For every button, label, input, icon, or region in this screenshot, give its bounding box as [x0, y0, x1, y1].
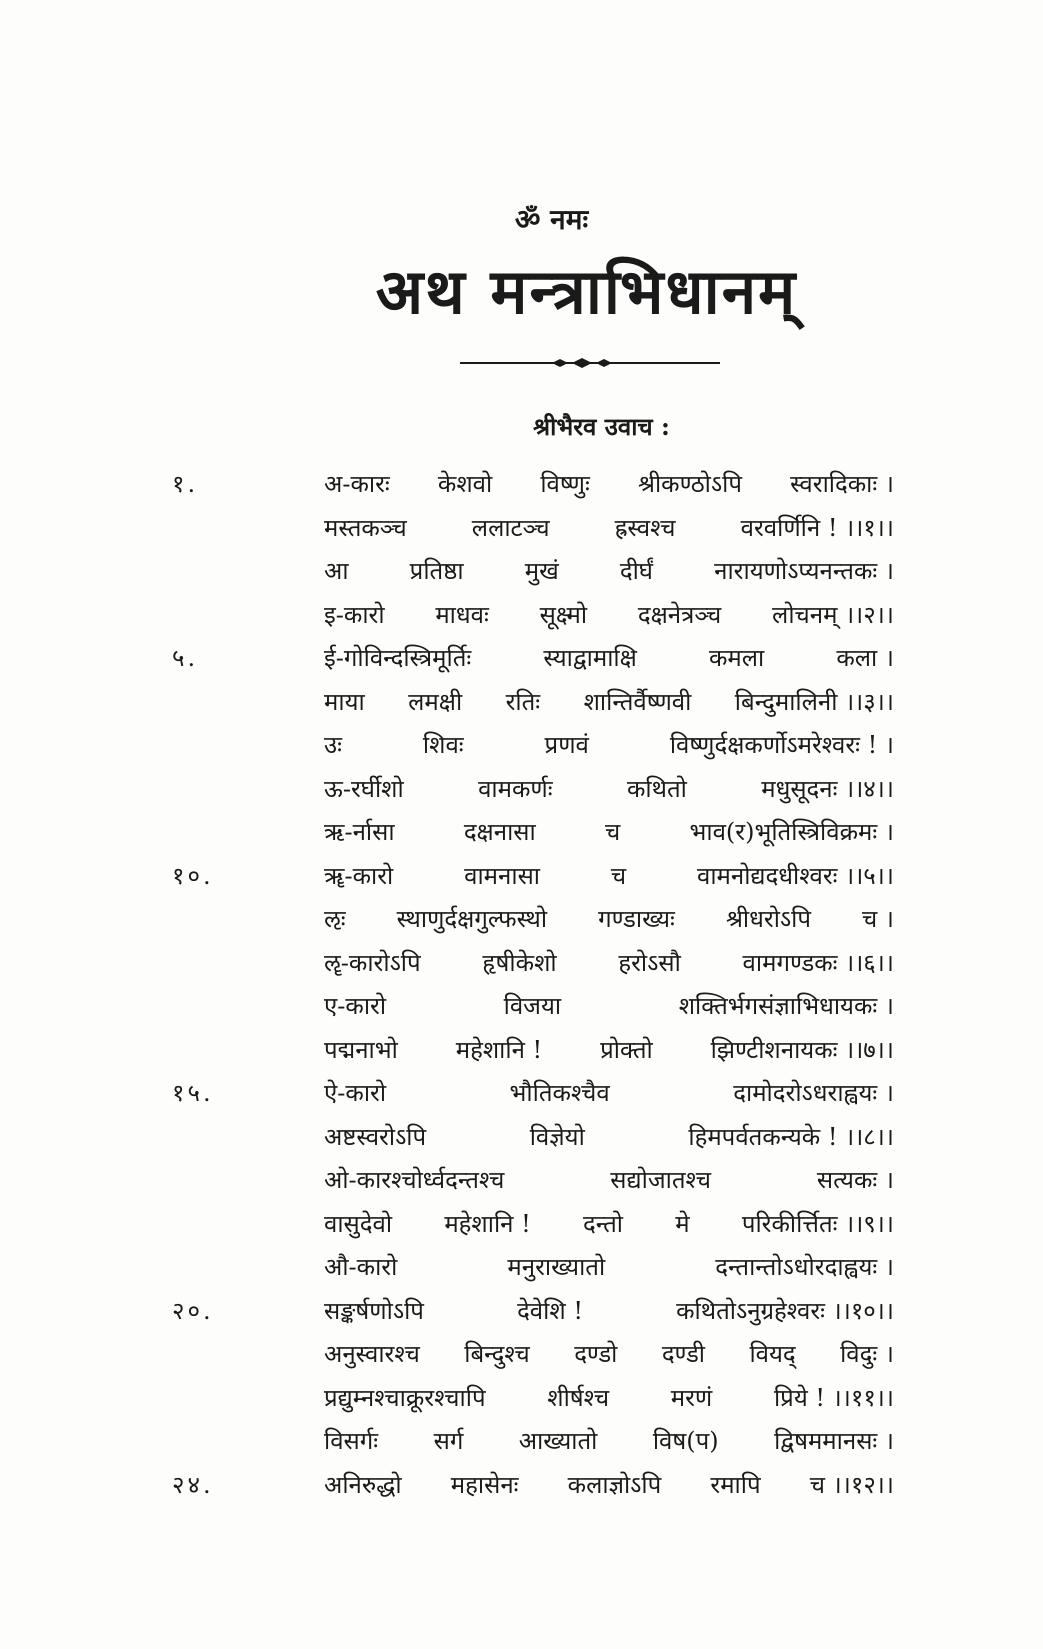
verse-word: प्रतिष्ठा [409, 557, 464, 586]
verse-text [324, 685, 894, 718]
verse-word: मुखं [524, 557, 559, 586]
verse-line [0, 1115, 1043, 1159]
line-number: ५. [172, 644, 199, 673]
invocation: ॐ नमः [514, 203, 589, 236]
verse-line [0, 1419, 1043, 1463]
verse-line [0, 1158, 1043, 1202]
verse-word: शान्तिर्वैष्णवी [583, 687, 692, 716]
verse-word: श्रीकण्ठोऽपि [637, 470, 742, 499]
verse-word: प्रिये ! ।।११।। [773, 1383, 894, 1412]
verse-word: ॡ-कारोऽपि [324, 948, 421, 977]
line-number: २४. [172, 1470, 214, 1499]
verse-word: लमक्षी [408, 687, 463, 716]
verse-word: कथितोऽनुग्रहेश्वरः ।।१०।। [676, 1296, 894, 1325]
verse-word: द्विषममानसः । [774, 1427, 894, 1456]
verse-word: च ।।१२।। [809, 1470, 894, 1499]
verse-line [0, 549, 1043, 593]
verse-word: परिकीर्त्तितः ।।९।। [741, 1209, 894, 1238]
verse-word: दन्तो [582, 1209, 624, 1238]
verse-word: दण्डी [661, 1340, 706, 1369]
verse-word: च । [862, 905, 894, 934]
verse-word: गण्डाख्यः [598, 905, 675, 934]
verse-word: प्रणवं [544, 731, 589, 760]
verse-text [324, 1381, 894, 1414]
line-number: १०. [172, 861, 214, 890]
verse-word: शक्तिर्भगसंज्ञाभिधायकः । [678, 992, 894, 1021]
verse-text [324, 902, 894, 935]
verse-word: बिन्दुमालिनी ।।३।। [734, 687, 894, 716]
verse-text [324, 598, 894, 631]
verse-word: प्रोक्तो [600, 1035, 653, 1064]
line-number: २०. [172, 1296, 214, 1325]
verse-line [0, 1245, 1043, 1289]
verse-line [0, 636, 1043, 680]
verse-word: भाव(र)भूतिस्त्रिविक्रमः । [689, 818, 894, 847]
verse-word: इ-कारो [324, 600, 385, 629]
verse-line [0, 897, 1043, 941]
verse-word: लोचनम् ।।२।। [772, 600, 894, 629]
verse-word: विष्णुर्दक्षकर्णोऽमरेश्वरः ! । [669, 731, 894, 760]
verse-line [0, 941, 1043, 985]
verse-line [0, 506, 1043, 550]
verse-word: नारायणोऽप्यनन्तकः । [714, 557, 894, 586]
verse-line [0, 723, 1043, 767]
verse-text [324, 728, 894, 761]
verse-text [324, 467, 894, 500]
verse-word: पद्मनाभो [324, 1035, 398, 1064]
verse-word: ई-गोविन्दस्त्रिमूर्तिः [324, 644, 472, 673]
verse-text [324, 1163, 894, 1196]
verse-word: उः [324, 731, 342, 760]
verse-word: माया [324, 687, 365, 716]
verse-word: कमला [708, 644, 765, 673]
verse-word: मनुराख्यातो [507, 1253, 606, 1282]
verse-line [0, 1463, 1043, 1507]
verse-word: अष्टस्वरोऽपि [324, 1122, 427, 1151]
verse-word: हरोऽसौ [618, 948, 681, 977]
verse-word: वियद् [749, 1340, 796, 1369]
verse-word: आख्यातो [518, 1427, 598, 1456]
verse-word: विष(प) [652, 1427, 719, 1456]
verse-word: हृषीकेशो [482, 948, 557, 977]
verse-word: विष्णुः [540, 470, 590, 499]
verse-word: ललाटञ्च [471, 513, 550, 542]
verse-text [324, 554, 894, 587]
verse-word: बिन्दुश्च [464, 1340, 530, 1369]
verse-word: शिवः [422, 731, 464, 760]
verse-word: झिण्टीशनायकः ।।७।। [710, 1035, 894, 1064]
verse-word: मरणं [670, 1383, 713, 1412]
verse-word: महेशानि ! [455, 1035, 543, 1064]
verse-word: कलाज्ञोऽपि [567, 1470, 662, 1499]
verse-word: दण्डो [574, 1340, 618, 1369]
verse-word: श्रीधरोऽपि [725, 905, 811, 934]
verse-text [324, 989, 894, 1022]
verse-word: दामोदरोऽधराह्वयः । [733, 1079, 894, 1108]
verse-text [324, 1468, 894, 1501]
verse-word: वामगण्डकः ।।६।। [742, 948, 894, 977]
verse-line [0, 1332, 1043, 1376]
speaker-heading: श्रीभैरव उवाच : [533, 412, 670, 441]
verse-line [0, 1202, 1043, 1246]
verse-word: ह्रस्वश्च [614, 513, 676, 542]
verse-text [324, 859, 894, 892]
verse-line [0, 680, 1043, 724]
line-number: १. [172, 470, 199, 499]
verse-word: दीर्घं [619, 557, 653, 586]
verse-word: ऐ-कारो [324, 1079, 387, 1108]
verse-text [324, 946, 894, 979]
verse-word: शीर्षश्च [547, 1383, 610, 1412]
verse-word: कथितो [626, 774, 687, 803]
verse-word: सङ्कर्षणोऽपि [324, 1296, 424, 1325]
verse-word: केशवो [437, 470, 493, 499]
verse-word: माधवः [435, 600, 489, 629]
verse-word: रमापि [710, 1470, 761, 1499]
verse-word: च [610, 861, 627, 890]
verse-line [0, 1028, 1043, 1072]
verse-word: मे [675, 1209, 690, 1238]
verse-word: अनुस्वारश्च [324, 1340, 420, 1369]
verse-text [324, 1120, 894, 1153]
verse-word: दक्षनासा [463, 818, 536, 847]
verse-line [0, 984, 1043, 1028]
verse-word: सूक्ष्मो [539, 600, 588, 629]
verse-line [0, 1071, 1043, 1115]
verse-word: विदुः । [840, 1340, 894, 1369]
verse-word: देवेशि ! [517, 1296, 583, 1325]
verse-word: वामनोद्यदधीश्वरः ।।५।। [696, 861, 894, 890]
verse-word: वामकर्णः [478, 774, 553, 803]
verse-word: ॠ-कारो [324, 861, 394, 890]
verse-word: सर्ग [433, 1427, 464, 1456]
verse-text [324, 772, 894, 805]
verse-word: स्वरादिकाः । [790, 470, 894, 499]
verse-word: स्थाणुर्दक्षगुल्फस्थो [396, 905, 548, 934]
verse-text [324, 511, 894, 544]
verse-line [0, 854, 1043, 898]
verse-word: ऌः [324, 905, 346, 934]
page-title: अथ मन्त्राभिधानम् [375, 255, 798, 328]
verse-line [0, 1289, 1043, 1333]
verse-word: आ [324, 557, 349, 586]
verse-word: अनिरुद्धो [324, 1470, 402, 1499]
verse-line [0, 1376, 1043, 1420]
verse-line [0, 767, 1043, 811]
verse-word: प्रद्युम्नश्चाक्रूरश्चापि [324, 1383, 486, 1412]
verse-word: सद्योजातश्च [610, 1166, 711, 1195]
verse-text [324, 1033, 894, 1066]
verse-line [0, 810, 1043, 854]
verse-text [324, 1294, 894, 1327]
verse-word: अ-कारः [324, 470, 390, 499]
verse-word: महासेनः [450, 1470, 519, 1499]
verse-word: वामनासा [464, 861, 541, 890]
verse-word: महेशानि ! [444, 1209, 531, 1238]
verse-word: दन्तान्तोऽधोरदाह्वयः । [715, 1253, 894, 1282]
verse-word: च [605, 818, 621, 847]
verse-text [324, 1250, 894, 1283]
verse-text [324, 1076, 894, 1109]
verse-word: ए-कारो [324, 992, 387, 1021]
verse-word: ओ-कारश्चोर्ध्वदन्तश्च [324, 1166, 505, 1195]
verse-word: रतिः [505, 687, 541, 716]
verse-word: मधुसूदनः ।।४।। [761, 774, 894, 803]
verse-word: ऋ-र्नासा [324, 818, 395, 847]
ornament-divider [460, 356, 720, 370]
line-number: १५. [172, 1079, 214, 1108]
verse-word: वासुदेवो [324, 1209, 393, 1238]
verse-word: हिमपर्वतकन्यके ! ।।८।। [688, 1122, 894, 1151]
verse-word: विज्ञेयो [529, 1122, 585, 1151]
verse-word: विजया [503, 992, 562, 1021]
verse-word: सत्यकः । [816, 1166, 894, 1195]
verse-word: विसर्गः [324, 1427, 379, 1456]
verse-word: स्याद्वामाक्षि [543, 644, 637, 673]
verse-text [324, 1337, 894, 1370]
verse-word: दक्षनेत्रञ्च [637, 600, 722, 629]
verse-word: भौतिकश्चैव [509, 1079, 610, 1108]
verse-line [0, 593, 1043, 637]
verse-word: मस्तकञ्च [324, 513, 407, 542]
verse-word: वरवर्णिनि ! ।।१।। [740, 513, 894, 542]
verse-text [324, 1207, 894, 1240]
verse-word: कला । [836, 644, 894, 673]
verse-word: ऊ-रर्घीशो [324, 774, 404, 803]
verse-text [324, 1424, 894, 1457]
verse-word: औ-कारो [324, 1253, 398, 1282]
verse-block [0, 462, 1043, 1506]
verse-text [324, 815, 894, 848]
verse-text [324, 641, 894, 674]
verse-line [0, 462, 1043, 506]
